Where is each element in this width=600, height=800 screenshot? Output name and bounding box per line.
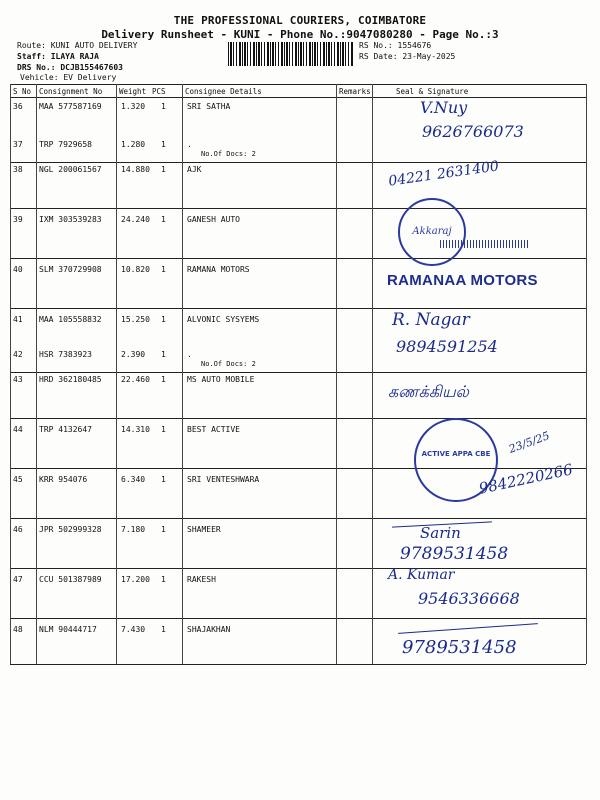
row-consignment: JPR 502999328 (39, 525, 102, 534)
signature: R. Nagar (392, 310, 470, 330)
row-pcs: 1 (161, 525, 166, 534)
row-pcs: 1 (161, 102, 166, 111)
col-remarks: Remarks (339, 87, 371, 96)
row-consignment: SLM 370729908 (39, 265, 102, 274)
row-consignment: MAA 105558832 (39, 315, 102, 324)
col-consignee: Consignee Details (185, 87, 262, 96)
row-sno: 38 (13, 165, 23, 174)
row-pcs: 1 (161, 215, 166, 224)
row-divider (10, 308, 586, 309)
row-sno: 45 (13, 475, 23, 484)
company-title: THE PROFESSIONAL COURIERS, COIMBATORE (173, 14, 427, 27)
row-consignee: ALVONIC SYSYEMS (187, 315, 260, 324)
row-weight: 1.320 (121, 102, 146, 111)
row-sno: 36 (13, 102, 23, 111)
row-consignment: MAA 577587169 (39, 102, 102, 111)
row-consignment: NLM 90444717 (39, 625, 97, 634)
handwritten-phone: 9626766073 (422, 122, 524, 141)
signature: கணக்கியல் (388, 382, 469, 401)
row-weight: 17.200 (121, 575, 150, 584)
row-docs: No.Of Docs: 2 (201, 150, 256, 158)
row-pcs: 1 (161, 475, 166, 484)
row-consignment: NGL 200061567 (39, 165, 102, 174)
row-weight: 1.280 (121, 140, 146, 149)
row-sno: 40 (13, 265, 23, 274)
row-sno: 46 (13, 525, 23, 534)
row-divider (10, 162, 586, 163)
row-consignee: AJK (187, 165, 202, 174)
drs-number: DRS No.: DCJB155467603 (17, 63, 123, 72)
row-divider (10, 258, 586, 259)
stamp-text: ACTIVE APPA CBE (421, 450, 491, 458)
column-divider (116, 84, 117, 664)
row-consignee: SHAJAKHAN (187, 625, 231, 634)
column-divider (336, 84, 337, 664)
column-divider (586, 84, 587, 664)
row-docs: No.Of Docs: 2 (201, 360, 256, 368)
runsheet-title: Delivery Runsheet - KUNI - Phone No.:9047080280 - Page No.:3 (101, 28, 499, 41)
row-consignment: CCU 501387989 (39, 575, 102, 584)
signature: A. Kumar (388, 567, 455, 583)
table-header-border (10, 97, 586, 98)
row-weight: 24.240 (121, 215, 150, 224)
row-consignee: SRI VENTESHWARA (187, 475, 260, 484)
row-weight: 14.310 (121, 425, 150, 434)
row-consignment: IXM 303539283 (39, 215, 102, 224)
handwritten-date: 23/5/25 (507, 429, 552, 456)
rs-number: RS No.: 1554676 (359, 41, 432, 50)
row-consignee: MS AUTO MOBILE (187, 375, 255, 384)
row-divider (10, 208, 586, 209)
row-weight: 7.430 (121, 625, 146, 634)
rs-date: RS Date: 23-May-2025 (359, 52, 456, 61)
row-pcs: 1 (161, 375, 166, 384)
row-consignee: RAKESH (187, 575, 216, 584)
row-consignment: HSR 7383923 (39, 350, 92, 359)
strike-scribble (398, 623, 538, 634)
column-divider (36, 84, 37, 664)
row-sno: 39 (13, 215, 23, 224)
col-consignment: Consignment No (39, 87, 103, 96)
row-weight: 15.250 (121, 315, 150, 324)
row-weight: 10.820 (121, 265, 150, 274)
vehicle-label: Vehicle: EV Delivery (20, 73, 117, 82)
row-pcs: 1 (161, 625, 166, 634)
row-weight: 14.880 (121, 165, 150, 174)
row-sno: 47 (13, 575, 23, 584)
row-weight: 6.340 (121, 475, 146, 484)
handwritten-phone: 9894591254 (396, 337, 498, 356)
row-sno: 42 (13, 350, 23, 359)
handwritten-phone: 9842220266 (477, 460, 575, 498)
stamp-barcode (440, 240, 530, 248)
route-label: Route: KUNI AUTO DELIVERY (17, 41, 138, 50)
row-divider (10, 518, 586, 519)
row-divider (10, 468, 586, 469)
stamp-signature: Akkaraj (412, 226, 452, 237)
row-divider (10, 372, 586, 373)
row-weight: 7.180 (121, 525, 146, 534)
signature: V.Nuy (420, 98, 468, 117)
col-pcs: PCS (152, 87, 166, 96)
row-divider (10, 418, 586, 419)
row-consignee: RAMANA MOTORS (187, 265, 250, 274)
row-consignee: BEST ACTIVE (187, 425, 240, 434)
handwritten-phone: 9789531458 (400, 544, 509, 564)
row-pcs: 1 (161, 140, 166, 149)
row-consignment: KRR 954076 (39, 475, 88, 484)
row-divider (10, 618, 586, 619)
row-pcs: 1 (161, 265, 166, 274)
row-sno: 48 (13, 625, 23, 634)
row-pcs: 1 (161, 315, 166, 324)
signature: Sarin (420, 524, 461, 542)
row-sno: 41 (13, 315, 23, 324)
row-consignee: SHAMEER (187, 525, 221, 534)
row-consignee: . (187, 350, 192, 359)
row-pcs: 1 (161, 575, 166, 584)
col-seal: Seal & Signature (396, 87, 469, 96)
handwritten-phone: 9789531458 (402, 637, 517, 658)
table-top-border (10, 84, 586, 85)
company-stamp: RAMANAA MOTORS (387, 272, 538, 289)
seal-stamp (398, 198, 466, 266)
row-consignment: TRP 4132647 (39, 425, 92, 434)
col-sno: S No (13, 87, 32, 96)
handwritten-phone: 9546336668 (418, 589, 520, 608)
row-pcs: 1 (161, 165, 166, 174)
row-consignee: . (187, 140, 192, 149)
row-pcs: 1 (161, 350, 166, 359)
column-divider (182, 84, 183, 664)
col-weight: Weight (119, 87, 147, 96)
row-consignment: HRD 362180485 (39, 375, 102, 384)
row-consignee: GANESH AUTO (187, 215, 240, 224)
column-divider (372, 84, 373, 664)
row-divider (10, 568, 586, 569)
row-weight: 22.460 (121, 375, 150, 384)
row-consignee: SRI SATHA (187, 102, 231, 111)
table-bottom-border (10, 664, 586, 665)
handwritten-phone: 04221 2631400 (387, 158, 500, 190)
barcode (228, 42, 354, 66)
row-consignment: TRP 7929658 (39, 140, 92, 149)
row-sno: 44 (13, 425, 23, 434)
row-sno: 37 (13, 140, 23, 149)
row-weight: 2.390 (121, 350, 146, 359)
staff-label: Staff: ILAYA RAJA (17, 52, 99, 61)
row-sno: 43 (13, 375, 23, 384)
column-divider (10, 84, 11, 664)
row-pcs: 1 (161, 425, 166, 434)
